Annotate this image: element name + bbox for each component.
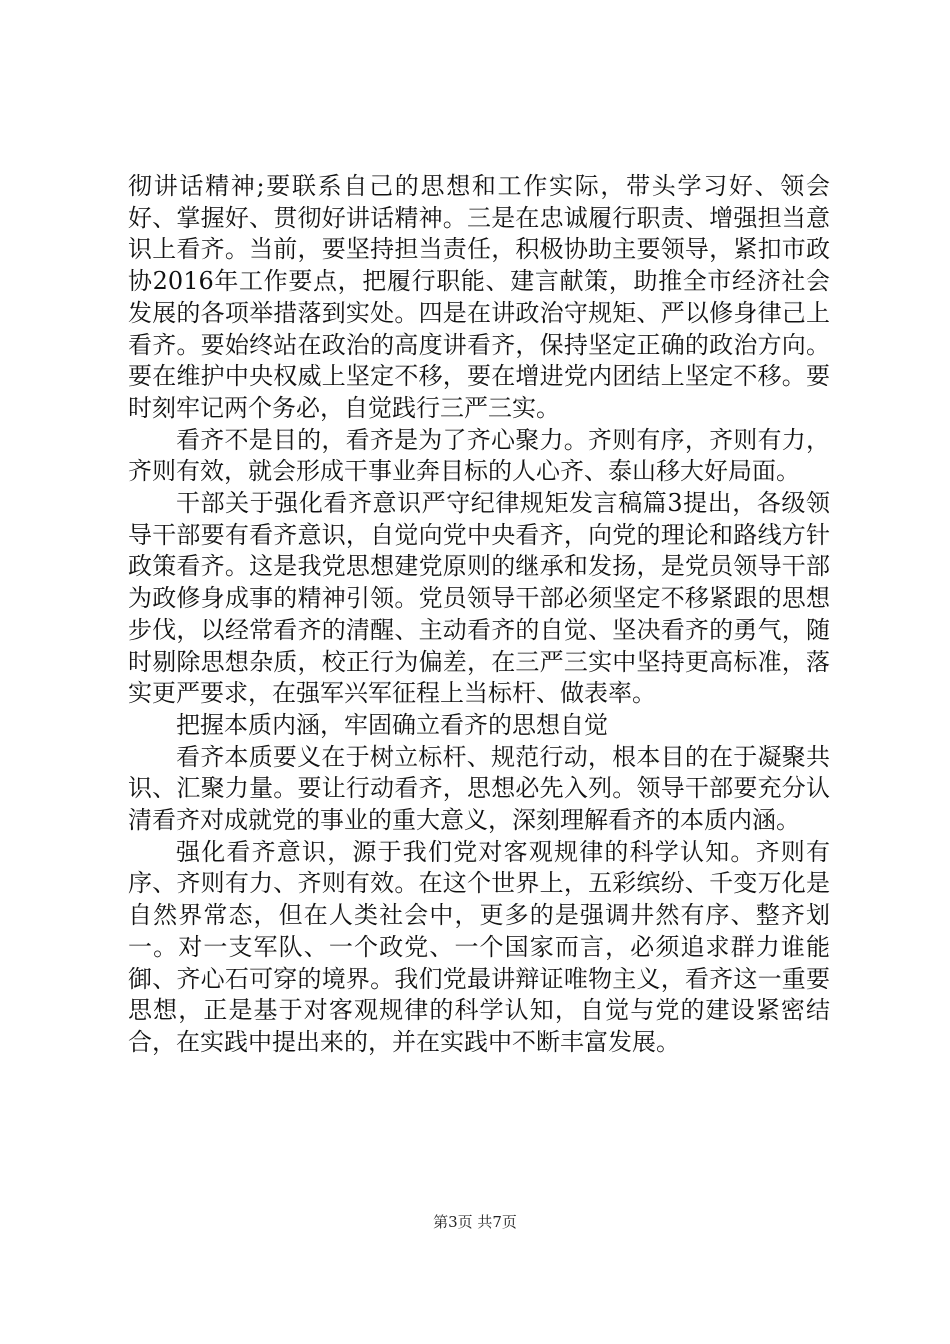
paragraph-4: 看齐本质要义在于树立标杆、规范行动，根本目的在于凝聚共识、汇聚力量。要让行动看齐，思想必先入列。领导干部要充分认清看齐对成就党的事业的重大意义，深刻理解看齐的本质内涵。 bbox=[128, 742, 830, 835]
document-body bbox=[128, 171, 830, 1059]
page-number-footer: 第3页 共7页 bbox=[433, 1213, 517, 1231]
paragraph-5: 强化看齐意识，源于我们党对客观规律的科学认知。齐则有序、齐则有力、齐则有效。在这个世界上，五彩缤纷、千变万化是自然界常态，但在人类社会中，更多的是强调井然有序、整齐划一。对一支军队、一个政党、一个国家而言，必须追求群力谁能御、齐心石可穿的境界。我们党最讲辩证唯物主义，看齐这一重要思想，正是基于对客观规律的科学认知，自觉与党的建设紧密结合，在实践中提出来的，并在实践中不断丰富发展。 bbox=[128, 837, 830, 1056]
paragraph-3: 干部关于强化看齐意识严守纪律规矩发言稿篇3提出，各级领导干部要有看齐意识，自觉向党中央看齐，向党的理论和路线方针政策看齐。这是我党思想建党原则的继承和发扬，是党员领导干部为政修身成事的精神引领。党员领导干部必须坚定不移紧跟的思想步伐，以经常看齐的清醒、主动看齐的自觉、坚决看齐的勇气，随时剔除思想杂质，校正行为偏差，在三严三实中坚持更高标准，落实更严要求，在强军兴军征程上当标杆、做表率。 bbox=[128, 489, 830, 708]
section-heading: 把握本质内涵，牢固确立看齐的思想自觉 bbox=[176, 710, 608, 739]
paragraph-2: 看齐不是目的，看齐是为了齐心聚力。齐则有序，齐则有力，齐则有效，就会形成干事业奔目标的人心齐、泰山移大好局面。 bbox=[128, 425, 830, 486]
paragraph-1: 彻讲话精神;要联系自己的思想和工作实际，带头学习好、领会好、掌握好、贯彻好讲话精神。三是在忠诚履行职责、增强担当意识上看齐。当前，要坚持担当责任，积极协助主要领导，紧扣市政协2016年工作要点，把履行职能、建言献策，助推全市经济社会发展的各项举措落到实处。四是在讲政治守规矩、严以修身律己上看齐。要始终站在政治的高度讲看齐，保持坚定正确的政治方向。要在维护中央权威上坚定不移，要在增进党内团结上坚定不移。要时刻牢记两个务必，自觉践行三严三实。 bbox=[128, 172, 830, 422]
